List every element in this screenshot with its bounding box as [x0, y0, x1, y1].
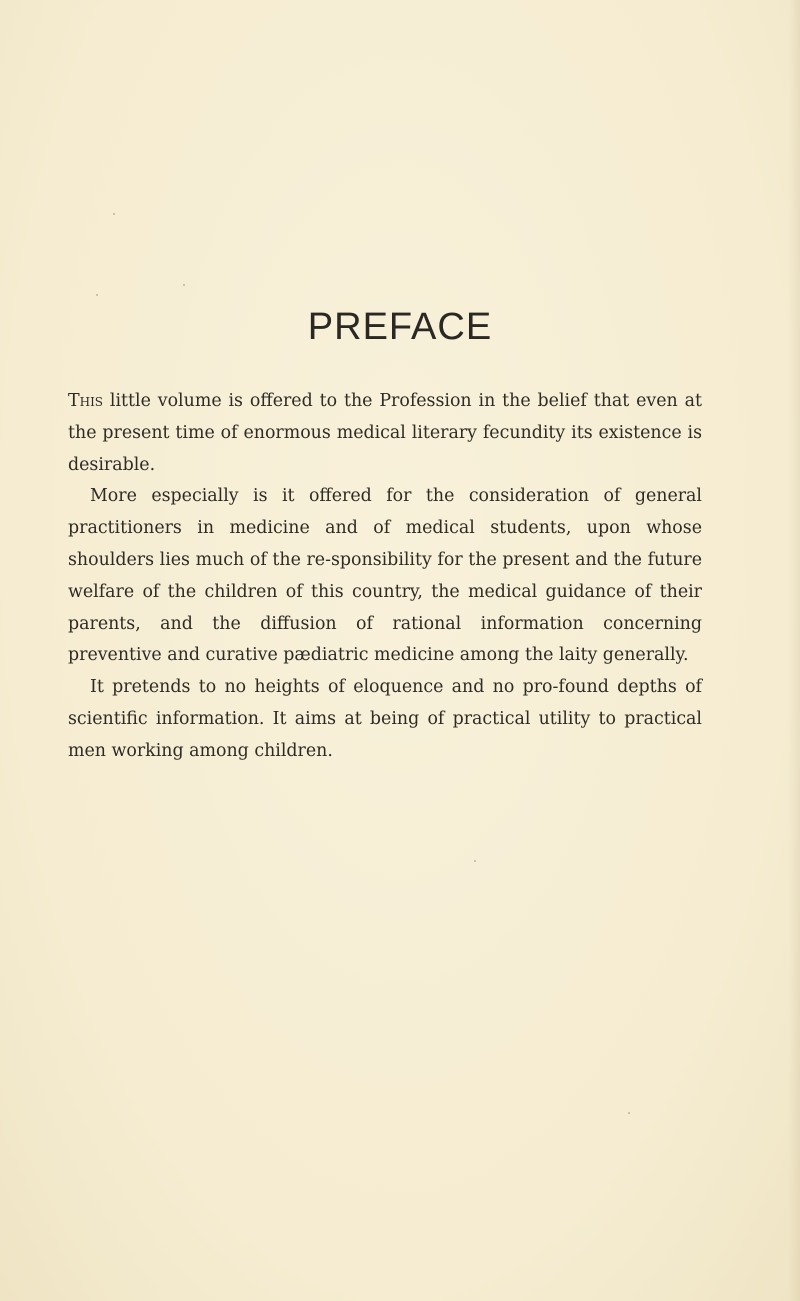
- speck: [113, 213, 115, 215]
- paragraph-2: More especially is it offered for the consideration of general practitioners in medicine and of medical students, upon whose shoulders lies much of the re-sponsibility for the present and the future welfare of the children of this country, the medical guidance of their parents, and the diffusion of rational information concerning preventive and curative pædiatric medicine among the laity generally.: [68, 486, 702, 666]
- page-title: PREFACE: [307, 306, 493, 348]
- page-edge-shadow: [788, 0, 800, 1301]
- speck: [96, 294, 98, 296]
- paragraph-3: It pretends to no heights of eloquence and no pro-found depths of scientific information. It aims at being of practical utility to practical men working among children.: [68, 677, 702, 761]
- speck: [628, 1112, 630, 1114]
- preface-body: [68, 386, 702, 768]
- paragraph-1: [68, 386, 702, 481]
- paragraph-1-text: little volume is offered to the Profession in the belief that even at the present time of enormous medical literary fecundity its existence is desirable.: [68, 391, 702, 475]
- speck: [183, 284, 185, 286]
- speck: [474, 860, 476, 862]
- paragraph-1-lead: This: [68, 391, 104, 411]
